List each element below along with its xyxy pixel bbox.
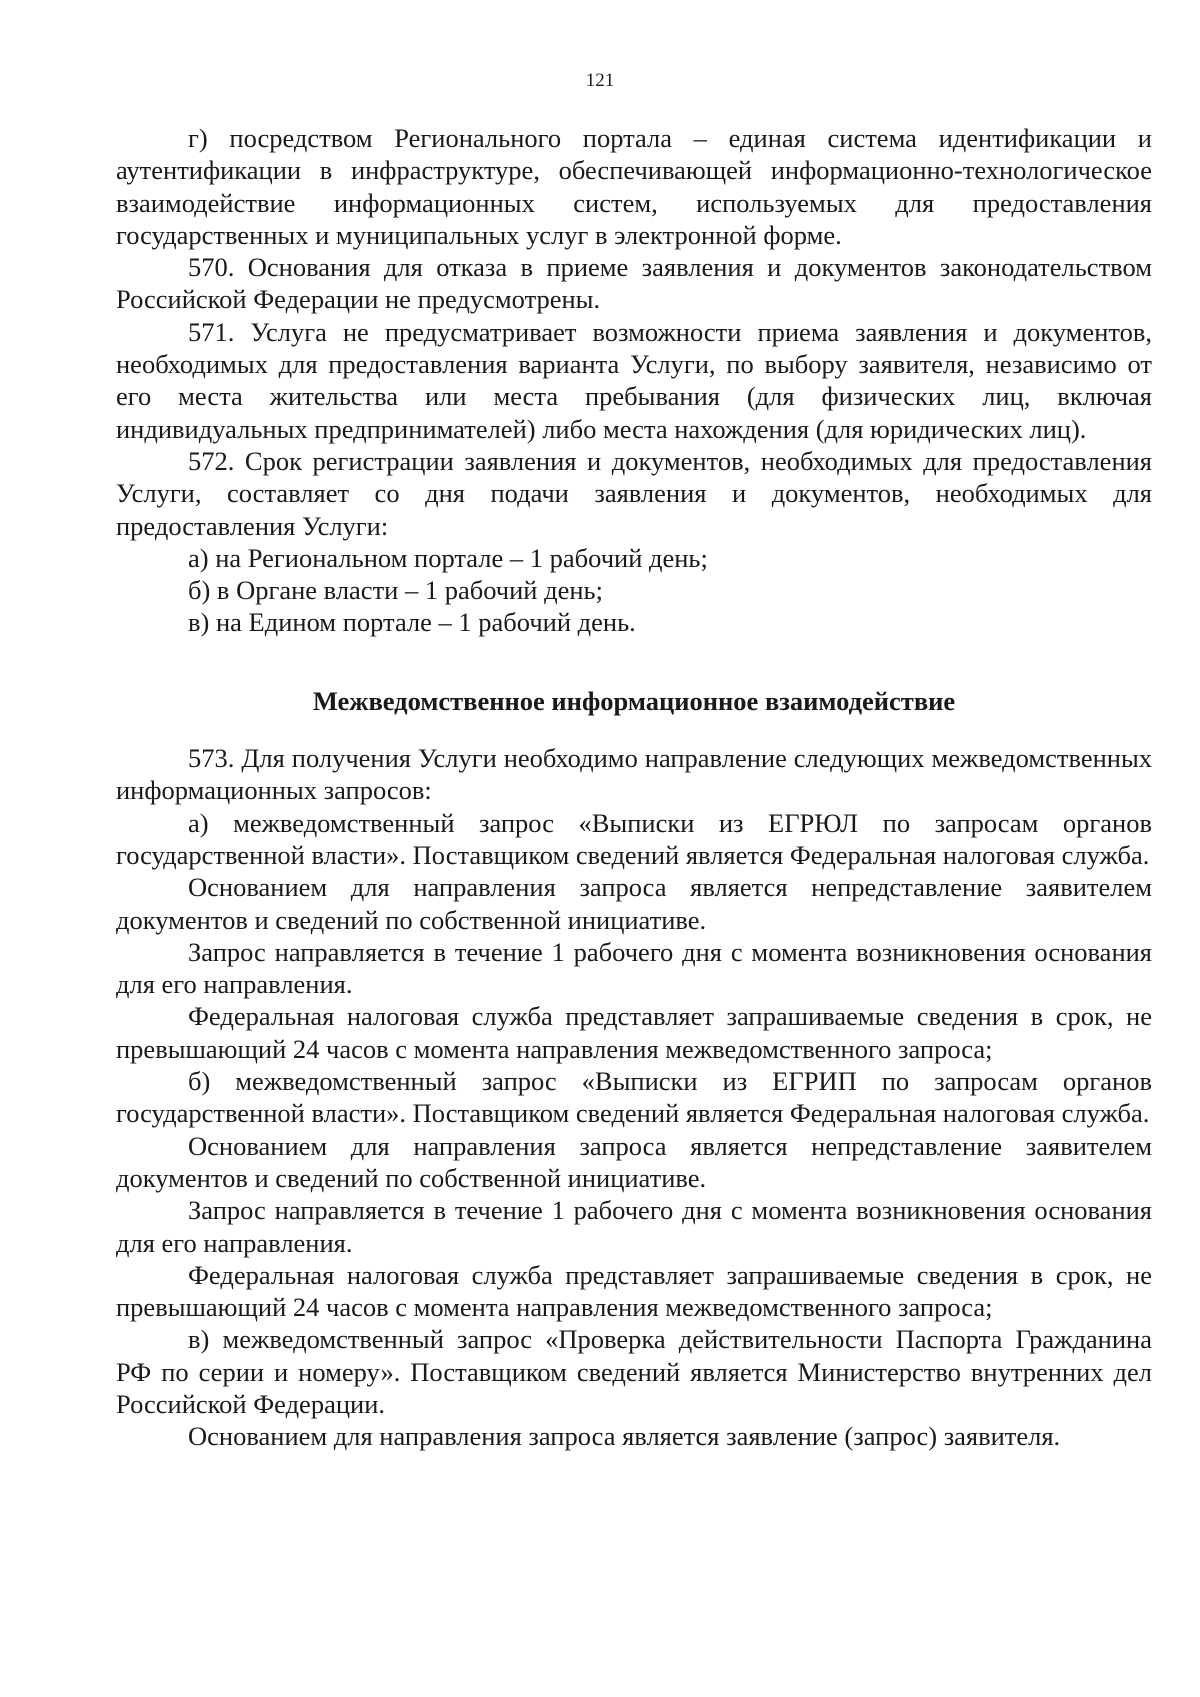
paragraph-basis-a: Основанием для направления запроса является непредставление заявителем документов и сведений по собственной инициативе. bbox=[116, 872, 1152, 935]
paragraph-item-g: г) посредством Регионального портала – единая система идентификации и аутентификации в инфраструктуре, обеспечивающей информационно-технологическое взаимодействие информационных систем, используемых для предоставления государственных и муниципальных услуг в электронной форме. bbox=[116, 123, 1152, 250]
paragraph-basis-b: Основанием для направления запроса является непредставление заявителем документов и сведений по собственной инициативе. bbox=[116, 1130, 1152, 1193]
paragraph-timing-a: Запрос направляется в течение 1 рабочего дня с момента возникновения основания для его направления. bbox=[116, 936, 1152, 1000]
paragraph-timing-b: Запрос направляется в течение 1 рабочего дня с момента возникновения основания для его направления. bbox=[116, 1195, 1152, 1258]
paragraph-request-v: в) межведомственный запрос «Проверка действительности Паспорта Гражданина РФ по серии и номеру». Поставщиком сведений является Министерство внутренних дел Российской Федерации. bbox=[116, 1324, 1152, 1419]
list-item-v: в) на Едином портале – 1 рабочий день. bbox=[188, 607, 636, 638]
paragraph-request-a: а) межведомственный запрос «Выписки из ЕГРЮЛ по запросам органов государственной власти». Поставщиком сведений является Федеральная налоговая служба. bbox=[116, 807, 1152, 870]
list-item-a: а) на Региональном портале – 1 рабочий день; bbox=[188, 542, 708, 573]
paragraph-response-b: Федеральная налоговая служба представляет запрашиваемые сведения в срок, не превышающий 24 часов с момента направления межведомственного запроса; bbox=[116, 1259, 1152, 1323]
paragraph-basis-v: Основанием для направления запроса является заявление (запрос) заявителя. bbox=[188, 1421, 1061, 1452]
paragraph-573: 573. Для получения Услуги необходимо направление следующих межведомственных информационных запросов: bbox=[116, 743, 1152, 806]
paragraph-570: 570. Основания для отказа в приеме заявления и документов законодательством Российской Федерации не предусмотрены. bbox=[116, 252, 1152, 315]
document-body bbox=[116, 122, 1152, 1453]
paragraph-572: 572. Срок регистрации заявления и документов, необходимых для предоставления Услуги, составляет со дня подачи заявления и документов, необходимых для предоставления Услуги: bbox=[116, 445, 1152, 541]
paragraph-response-a: Федеральная налоговая служба представляет запрашиваемые сведения в срок, не превышающий 24 часов с момента направления межведомственного запроса; bbox=[116, 1001, 1152, 1064]
paragraph-571: 571. Услуга не предусматривает возможности приема заявления и документов, необходимых для предоставления варианта Услуги, по выбору заявителя, независимо от его места жительства или места пребывания (для физических лиц, включая индивидуальных предпринимателей) либо места нахождения (для юридических лиц). bbox=[116, 316, 1152, 444]
section-heading: Межведомственное информационное взаимодействие bbox=[312, 685, 956, 716]
list-item-b: б) в Органе власти – 1 рабочий день; bbox=[188, 575, 603, 606]
paragraph-request-b: б) межведомственный запрос «Выписки из ЕГРИП по запросам органов государственной власти». Поставщиком сведений является Федеральная налоговая служба. bbox=[116, 1066, 1152, 1129]
page-number: 121 bbox=[585, 70, 615, 91]
